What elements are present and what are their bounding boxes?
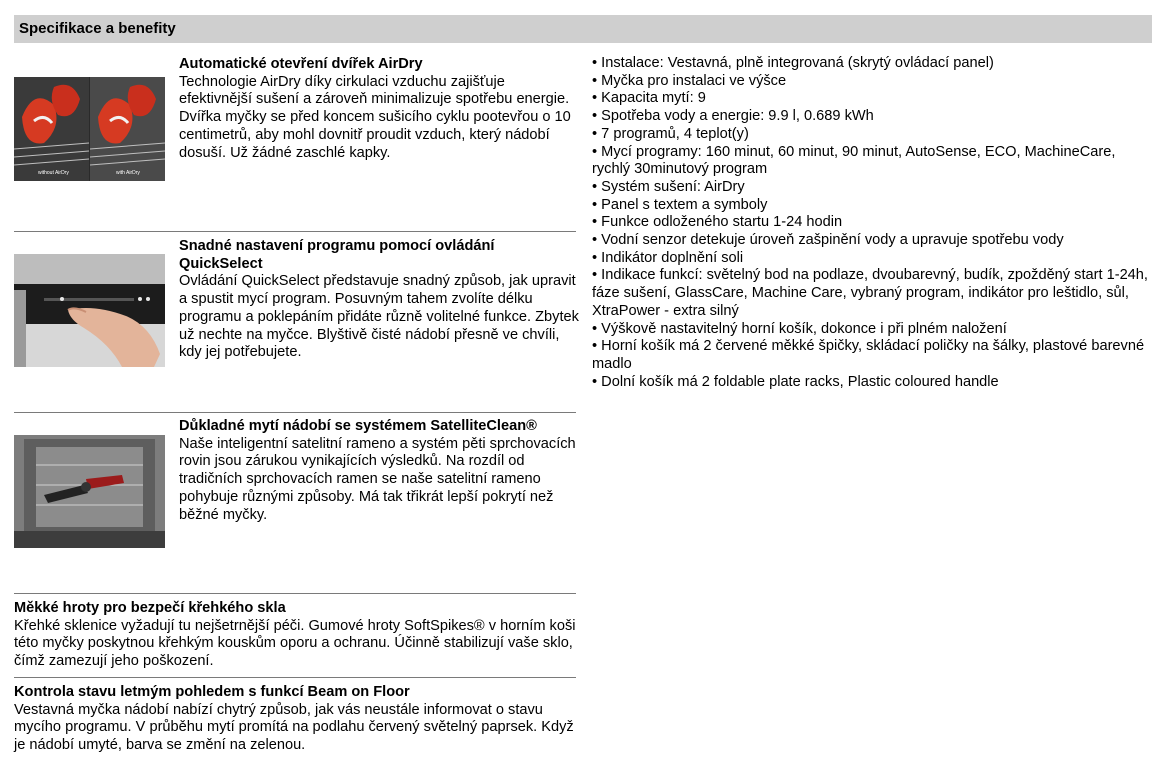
feature-title: Automatické otevření dvířek AirDry bbox=[179, 56, 423, 72]
spec-item: • Výškově nastavitelný horní košík, dokonce i při plném naložení bbox=[592, 321, 1148, 339]
spec-item: • Kapacita mytí: 9 bbox=[592, 90, 1148, 108]
spec-item: • Systém sušení: AirDry bbox=[592, 179, 1148, 197]
feature-satelliteclean bbox=[179, 418, 579, 524]
divider bbox=[14, 677, 576, 678]
feature-quickselect bbox=[179, 238, 579, 362]
section-title: Specifikace a benefity bbox=[19, 20, 176, 37]
feature-text: Ovládání QuickSelect představuje snadný způsob, jak upravit a spustit mycí program. Posuvným tahem zvolíte délku programu a poklepáním přidáte různě volitelné funkce. Zbytek už nechte na myčce. Blyštivě čisté nádobí přesně ve chvíli, kdy jej potřebujete. bbox=[179, 273, 579, 361]
spec-item: • 7 programů, 4 teplot(y) bbox=[592, 126, 1148, 144]
satelliteclean-photo bbox=[14, 435, 165, 548]
spec-item: • Instalace: Vestavná, plně integrovaná (skrytý ovládací panel) bbox=[592, 55, 1148, 73]
feature-softspikes bbox=[14, 600, 579, 671]
divider bbox=[14, 412, 576, 413]
spec-item: • Indikace funkcí: světelný bod na podlaze, dvoubarevný, budík, zpožděný start 1-24h, fáze sušení, GlassCare, Machine Care, vybraný program, indikátor pro leštidlo, sůl, XtraPower - extra silný bbox=[592, 267, 1148, 320]
spec-item: • Spotřeba vody a energie: 9.9 l, 0.689 kWh bbox=[592, 108, 1148, 126]
quickselect-photo bbox=[14, 254, 165, 367]
spec-list bbox=[592, 55, 1148, 391]
feature-title: Kontrola stavu letmým pohledem s funkcí Beam on Floor bbox=[14, 684, 410, 700]
airdry-caption-without: without AirDry bbox=[38, 170, 69, 176]
spec-item: • Horní košík má 2 červené měkké špičky, skládací poličky na šálky, plastové barevné madlo bbox=[592, 338, 1148, 373]
spec-item: • Myčka pro instalaci ve výšce bbox=[592, 73, 1148, 91]
feature-title: Měkké hroty pro bezpečí křehkého skla bbox=[14, 600, 286, 616]
feature-beam-on-floor bbox=[14, 684, 579, 755]
section-header bbox=[14, 15, 1152, 43]
quickselect-control-photo-icon bbox=[14, 254, 165, 367]
spec-item: • Indikátor doplnění soli bbox=[592, 250, 1148, 268]
airdry-comparison-photo-icon bbox=[14, 77, 165, 181]
divider bbox=[14, 231, 576, 232]
satelliteclean-arm-photo-icon bbox=[14, 435, 165, 548]
feature-title: Snadné nastavení programu pomocí ovládání QuickSelect bbox=[179, 238, 495, 272]
spec-item: • Vodní senzor detekuje úroveň zašpinění vody a upravuje spotřebu vody bbox=[592, 232, 1148, 250]
feature-airdry bbox=[179, 56, 579, 162]
feature-text: Technologie AirDry díky cirkulaci vzduchu zajišťuje efektivnější sušení a zároveň minimalizuje spotřebu energie. Dvířka myčky se před koncem sušicího cyklu pootevřou o 10 centimetrů, aby mohl dovnitř proudit vzduch, který nádobí dosuší. Už žádné zaschlé kapky. bbox=[179, 73, 571, 161]
divider bbox=[14, 593, 576, 594]
feature-text: Vestavná myčka nádobí nabízí chytrý způsob, jak vás neustále informovat o stavu mycího programu. V průběhu mytí promítá na podlahu červený světelný paprsek. Když je nádobí umyté, barva se změní na zelenou. bbox=[14, 701, 574, 754]
spec-item: • Panel s textem a symboly bbox=[592, 197, 1148, 215]
spec-item: • Funkce odloženého startu 1-24 hodin bbox=[592, 214, 1148, 232]
feature-title: Důkladné mytí nádobí se systémem SatelliteClean® bbox=[179, 418, 537, 434]
airdry-caption-with: with AirDry bbox=[116, 170, 140, 176]
feature-text: Křehké sklenice vyžadují tu nejšetrnější péči. Gumové hroty SoftSpikes® v horním koši této myčky poskytnou křehkým kouskům oporu a ochranu. Účinně stabilizují vaše sklo, čímž zamezují jeho poškození. bbox=[14, 617, 576, 670]
airdry-photo bbox=[14, 77, 165, 181]
spec-item: • Dolní košík má 2 foldable plate racks, Plastic coloured handle bbox=[592, 374, 1148, 392]
feature-text: Naše inteligentní satelitní rameno a systém pěti sprchovacích rovin jsou zárukou vynikajících výsledků. Na rozdíl od tradičních sprchovacích ramen se naše satelitní rameno pohybuje různými způsoby. Má tak třikrát lepší pokrytí než běžné myčky. bbox=[179, 435, 576, 523]
spec-item: • Mycí programy: 160 minut, 60 minut, 90 minut, AutoSense, ECO, MachineCare, rychlý 30minutový program bbox=[592, 144, 1148, 179]
